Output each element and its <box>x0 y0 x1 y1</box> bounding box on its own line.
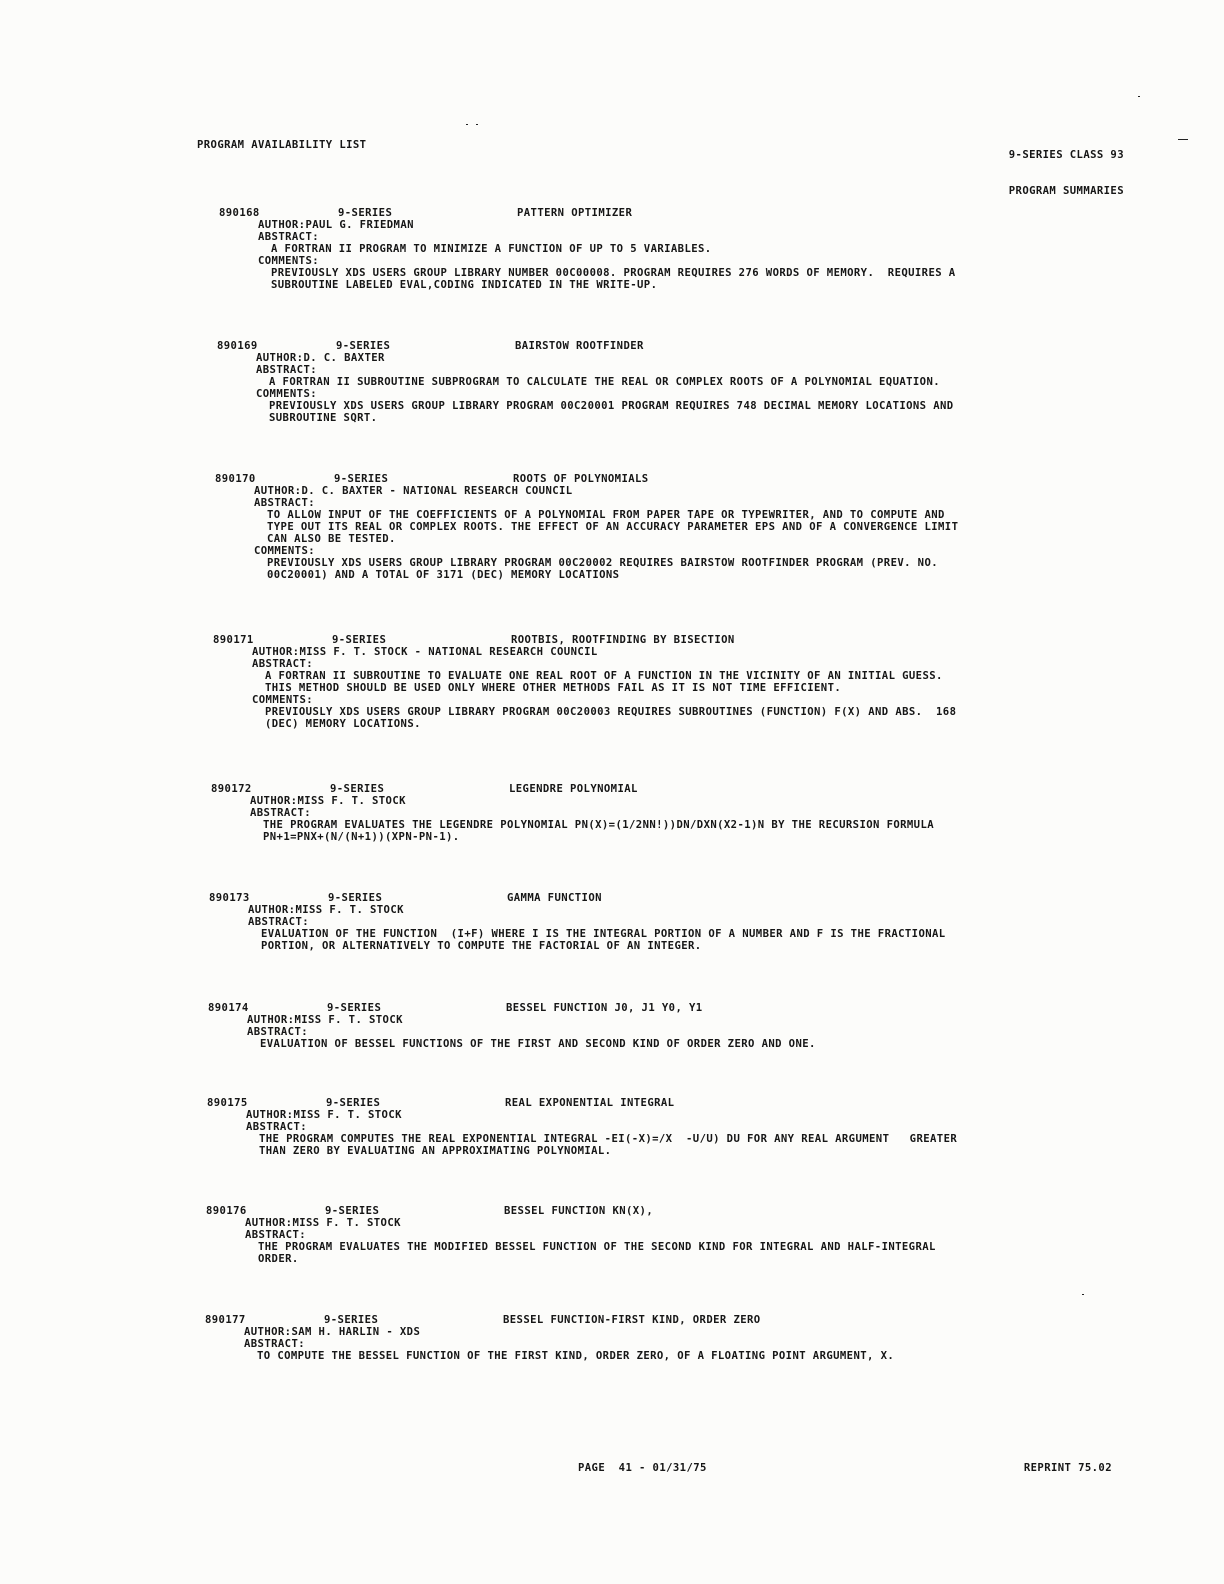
program-title: BESSEL FUNCTION KN(X), <box>504 1205 654 1217</box>
program-title: BESSEL FUNCTION J0, J1 Y0, Y1 <box>506 1002 703 1014</box>
program-series: 9-SERIES <box>324 1314 379 1326</box>
abstract-label: ABSTRACT: <box>250 807 312 819</box>
comments-line: 00C20001) AND A TOTAL OF 3171 (DEC) MEMORY LOCATIONS <box>267 569 620 581</box>
abstract-line: CAN ALSO BE TESTED. <box>267 533 396 545</box>
entry-heading <box>206 1205 1146 1217</box>
program-entry <box>213 634 1153 730</box>
program-author: AUTHOR:D. C. BAXTER <box>256 352 385 364</box>
scan-speck <box>1082 1294 1084 1295</box>
program-number: 890174 <box>208 1002 249 1014</box>
entry-heading <box>207 1097 1147 1109</box>
program-author: AUTHOR:D. C. BAXTER - NATIONAL RESEARCH COUNCIL <box>254 485 573 497</box>
comments-line: SUBROUTINE SQRT. <box>269 412 378 424</box>
comments-label: COMMENTS: <box>258 255 320 267</box>
entry-heading <box>215 473 1155 485</box>
abstract-line: THIS METHOD SHOULD BE USED ONLY WHERE OTHER METHODS FAIL AS IT IS NOT TIME EFFICIENT. <box>265 682 842 694</box>
comments-label: COMMENTS: <box>256 388 318 400</box>
program-entry <box>211 783 1151 843</box>
program-number: 890173 <box>209 892 250 904</box>
program-series: 9-SERIES <box>332 634 387 646</box>
program-number: 890177 <box>205 1314 246 1326</box>
program-author: AUTHOR:MISS F. T. STOCK <box>248 904 404 916</box>
header-left-title: PROGRAM AVAILABILITY LIST <box>197 139 367 151</box>
header-right-line-2: PROGRAM SUMMARIES <box>1008 185 1124 197</box>
footer-page-number: PAGE 41 - 01/31/75 <box>578 1462 707 1474</box>
program-author: AUTHOR:PAUL G. FRIEDMAN <box>258 219 414 231</box>
program-title: GAMMA FUNCTION <box>507 892 602 904</box>
program-title: REAL EXPONENTIAL INTEGRAL <box>505 1097 675 1109</box>
program-number: 890176 <box>206 1205 247 1217</box>
abstract-line: A FORTRAN II SUBROUTINE TO EVALUATE ONE REAL ROOT OF A FUNCTION IN THE VICINITY OF AN INITIAL GUESS. <box>265 670 943 682</box>
program-series: 9-SERIES <box>334 473 389 485</box>
abstract-line: THAN ZERO BY EVALUATING AN APPROXIMATING POLYNOMIAL. <box>259 1145 612 1157</box>
program-title: BAIRSTOW ROOTFINDER <box>515 340 644 352</box>
program-number: 890169 <box>217 340 258 352</box>
program-title: LEGENDRE POLYNOMIAL <box>509 783 638 795</box>
program-entry <box>209 892 1149 952</box>
abstract-label: ABSTRACT: <box>245 1229 307 1241</box>
program-series: 9-SERIES <box>326 1097 381 1109</box>
scan-speck <box>466 124 468 125</box>
abstract-label: ABSTRACT: <box>244 1338 306 1350</box>
program-title: BESSEL FUNCTION-FIRST KIND, ORDER ZERO <box>503 1314 761 1326</box>
abstract-line: THE PROGRAM EVALUATES THE MODIFIED BESSEL FUNCTION OF THE SECOND KIND FOR INTEGRAL AND HALF-INTEGRAL <box>258 1241 936 1253</box>
program-author: AUTHOR:MISS F. T. STOCK <box>246 1109 402 1121</box>
abstract-label: ABSTRACT: <box>246 1121 308 1133</box>
program-entry <box>215 473 1155 581</box>
program-entry <box>207 1097 1147 1157</box>
comments-line: PREVIOUSLY XDS USERS GROUP LIBRARY NUMBER 00C00008. PROGRAM REQUIRES 276 WORDS OF MEMORY. REQUIRES A <box>271 267 956 279</box>
abstract-line: A FORTRAN II PROGRAM TO MINIMIZE A FUNCTION OF UP TO 5 VARIABLES. <box>271 243 712 255</box>
program-number: 890171 <box>213 634 254 646</box>
abstract-line: TO COMPUTE THE BESSEL FUNCTION OF THE FIRST KIND, ORDER ZERO, OF A FLOATING POINT ARGUMENT, X. <box>257 1350 895 1362</box>
entry-heading <box>217 340 1157 352</box>
program-author: AUTHOR:MISS F. T. STOCK - NATIONAL RESEARCH COUNCIL <box>252 646 598 658</box>
entry-heading <box>209 892 1149 904</box>
scan-speck <box>476 124 478 125</box>
program-entry <box>205 1314 1145 1362</box>
program-series: 9-SERIES <box>327 1002 382 1014</box>
program-author: AUTHOR:MISS F. T. STOCK <box>250 795 406 807</box>
entry-heading <box>219 207 1159 219</box>
program-entry <box>206 1205 1146 1265</box>
abstract-line: TYPE OUT ITS REAL OR COMPLEX ROOTS. THE EFFECT OF AN ACCURACY PARAMETER EPS AND OF A CONVERGENCE LIMIT <box>267 521 959 533</box>
abstract-label: ABSTRACT: <box>252 658 314 670</box>
abstract-line: TO ALLOW INPUT OF THE COEFFICIENTS OF A POLYNOMIAL FROM PAPER TAPE OR TYPEWRITER, AND TO COMPUTE AND <box>267 509 945 521</box>
abstract-line: THE PROGRAM EVALUATES THE LEGENDRE POLYNOMIAL PN(X)=(1/2NN!))DN/DXN(X2-1)N BY THE RECURSION FORMULA <box>263 819 935 831</box>
abstract-line: EVALUATION OF THE FUNCTION (I+F) WHERE I IS THE INTEGRAL PORTION OF A NUMBER AND F IS THE FRACTIONAL <box>261 928 946 940</box>
program-title: ROOTS OF POLYNOMIALS <box>513 473 649 485</box>
program-entry <box>219 207 1159 291</box>
program-author: AUTHOR:MISS F. T. STOCK <box>247 1014 403 1026</box>
scan-speck <box>1138 96 1140 97</box>
program-series: 9-SERIES <box>330 783 385 795</box>
program-number: 890175 <box>207 1097 248 1109</box>
abstract-line: ORDER. <box>258 1253 299 1265</box>
comments-line: (DEC) MEMORY LOCATIONS. <box>265 718 421 730</box>
program-title: PATTERN OPTIMIZER <box>517 207 633 219</box>
program-number: 890172 <box>211 783 252 795</box>
entry-heading <box>211 783 1151 795</box>
program-number: 890168 <box>219 207 260 219</box>
header-right-line-1: 9-SERIES CLASS 93 <box>1008 149 1124 161</box>
abstract-label: ABSTRACT: <box>258 231 320 243</box>
comments-line: SUBROUTINE LABELED EVAL,CODING INDICATED IN THE WRITE-UP. <box>271 279 658 291</box>
footer-reprint: REPRINT 75.02 <box>1023 1462 1112 1474</box>
comments-line: PREVIOUSLY XDS USERS GROUP LIBRARY PROGRAM 00C20002 REQUIRES BAIRSTOW ROOTFINDER PROGRAM (PREV. NO. <box>267 557 939 569</box>
comments-line: PREVIOUSLY XDS USERS GROUP LIBRARY PROGRAM 00C20001 PROGRAM REQUIRES 748 DECIMAL MEMORY LOCATIONS AND <box>269 400 954 412</box>
comments-label: COMMENTS: <box>254 545 316 557</box>
abstract-label: ABSTRACT: <box>256 364 318 376</box>
program-series: 9-SERIES <box>328 892 383 904</box>
abstract-label: ABSTRACT: <box>248 916 310 928</box>
program-number: 890170 <box>215 473 256 485</box>
abstract-line: THE PROGRAM COMPUTES THE REAL EXPONENTIAL INTEGRAL -EI(-X)=/X -U/U) DU FOR ANY REAL ARGUMENT GREATER <box>259 1133 958 1145</box>
abstract-label: ABSTRACT: <box>247 1026 309 1038</box>
abstract-line: PN+1=PNX+(N/(N+1))(XPN-PN-1). <box>263 831 460 843</box>
abstract-line: EVALUATION OF BESSEL FUNCTIONS OF THE FIRST AND SECOND KIND OF ORDER ZERO AND ONE. <box>260 1038 816 1050</box>
comments-line: PREVIOUSLY XDS USERS GROUP LIBRARY PROGRAM 00C20003 REQUIRES SUBROUTINES (FUNCTION) F(X) AND ABS. 168 <box>265 706 957 718</box>
program-series: 9-SERIES <box>325 1205 380 1217</box>
scan-speck <box>1178 139 1188 140</box>
program-author: AUTHOR:MISS F. T. STOCK <box>245 1217 401 1229</box>
entry-heading <box>208 1002 1148 1014</box>
entry-heading <box>205 1314 1145 1326</box>
program-entry <box>208 1002 1148 1050</box>
program-author: AUTHOR:SAM H. HARLIN - XDS <box>244 1326 421 1338</box>
abstract-line: PORTION, OR ALTERNATIVELY TO COMPUTE THE FACTORIAL OF AN INTEGER. <box>261 940 702 952</box>
program-series: 9-SERIES <box>338 207 393 219</box>
comments-label: COMMENTS: <box>252 694 314 706</box>
entry-heading <box>213 634 1153 646</box>
program-title: ROOTBIS, ROOTFINDING BY BISECTION <box>511 634 735 646</box>
abstract-line: A FORTRAN II SUBROUTINE SUBPROGRAM TO CALCULATE THE REAL OR COMPLEX ROOTS OF A POLYNOMIAL EQUATION. <box>269 376 941 388</box>
program-entry <box>217 340 1157 424</box>
abstract-label: ABSTRACT: <box>254 497 316 509</box>
program-series: 9-SERIES <box>336 340 391 352</box>
